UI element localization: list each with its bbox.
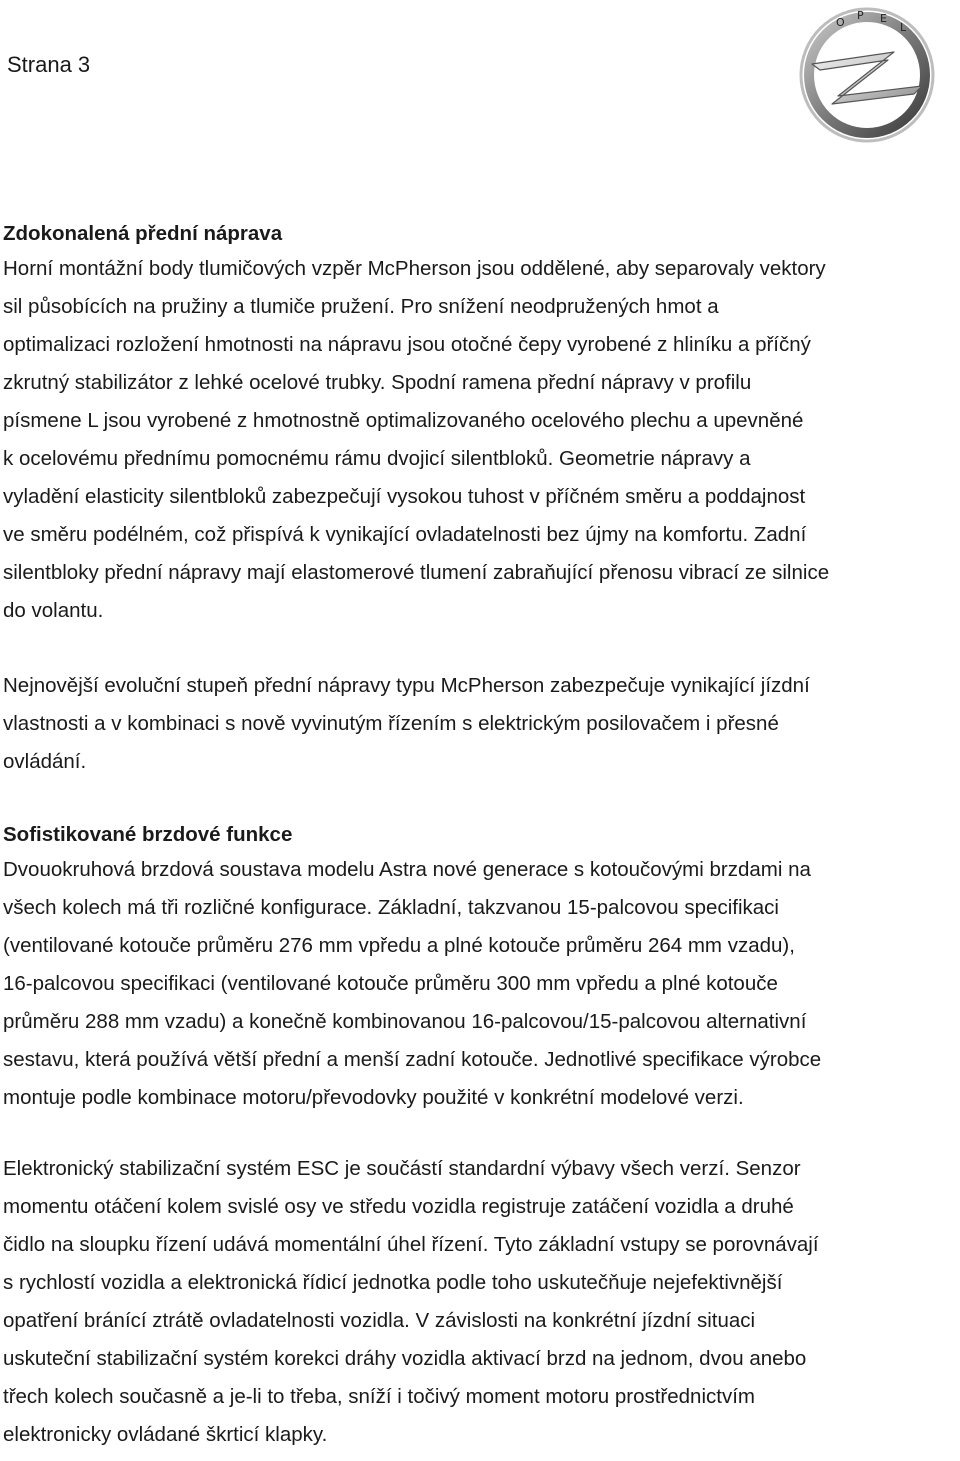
text-line: ovládání. xyxy=(3,750,87,773)
text-line: (ventilované kotouče průměru 276 mm vpředu a plné kotouče průměru 264 mm vzadu), xyxy=(3,934,795,957)
text-line: opatření bránící ztrátě ovladatelnosti vozidla. V závislosti na konkrétní jízdní situaci xyxy=(3,1309,756,1332)
text-line: písmene L jsou vyrobené z hmotnostně optimalizovaného ocelového plechu a upevněné xyxy=(3,409,804,432)
paragraph xyxy=(3,667,943,781)
text-line: Elektronický stabilizační systém ESC je součástí standardní výbavy všech verzí. Senzor xyxy=(3,1157,801,1180)
logo-letter: L xyxy=(900,21,907,34)
logo-letter: P xyxy=(857,9,864,22)
paragraph xyxy=(3,1150,943,1454)
text-line: Nejnovější evoluční stupeň přední nápravy typu McPherson zabezpečuje vynikající jízdní xyxy=(3,674,810,697)
text-line: čidlo na sloupku řízení udává momentální úhel řízení. Tyto základní vstupy se porovnávají xyxy=(3,1233,819,1256)
section-heading: Sofistikované brzdové funkce xyxy=(3,823,293,846)
text-line: momentu otáčení kolem svislé osy ve středu vozidla registruje zatáčení vozidla a druhé xyxy=(3,1195,794,1218)
text-line: optimalizaci rozložení hmotnosti na nápravu jsou otočné čepy vyrobené z hliníku a příčný xyxy=(3,333,811,356)
text-line: k ocelovému přednímu pomocnému rámu dvojicí silentbloků. Geometrie nápravy a xyxy=(3,447,751,470)
text-line: sestavu, která používá větší přední a menší zadní kotouče. Jednotlivé specifikace výrobce xyxy=(3,1048,822,1071)
text-line: vyladění elasticity silentbloků zabezpečují vysokou tuhost v příčném směru a poddajnost xyxy=(3,485,806,508)
text-line: průměru 288 mm vzadu) a konečně kombinovanou 16-palcovou/15-palcovou alternativní xyxy=(3,1010,807,1033)
page-number: Strana 3 xyxy=(7,52,91,77)
section-brakes xyxy=(3,821,943,1454)
text-line: do volantu. xyxy=(3,599,104,622)
text-line: ve směru podélném, což přispívá k vynikající ovladatelnosti bez újmy na komfortu. Zadní xyxy=(3,523,807,546)
text-line: s rychlostí vozidla a elektronická řídicí jednotka podle toho uskutečňuje nejefektivnější xyxy=(3,1271,783,1294)
logo-letter: O xyxy=(836,16,845,29)
text-line: elektronicky ovládané škrticí klapky. xyxy=(3,1423,328,1446)
section-heading: Zdokonalená přední náprava xyxy=(3,222,283,245)
opel-logo-icon xyxy=(796,4,938,146)
text-line: Dvouokruhová brzdová soustava modelu Astra nové generace s kotoučovými brzdami na xyxy=(3,858,811,881)
text-line: sil působících na pružiny a tlumiče pružení. Pro snížení neodpružených hmot a xyxy=(3,295,719,318)
text-line: všech kolech má tři rozličné konfigurace. Základní, takzvanou 15-palcovou specifikaci xyxy=(3,896,779,919)
document-body xyxy=(3,220,943,1454)
text-line: třech kolech současně a je-li to třeba, sníží i točivý moment motoru prostřednictvím xyxy=(3,1385,755,1408)
text-line: montuje podle kombinace motoru/převodovky použité v konkrétní modelové verzi. xyxy=(3,1086,744,1109)
text-line: Horní montážní body tlumičových vzpěr McPherson jsou oddělené, aby separovaly vektory xyxy=(3,257,826,280)
logo-letter: E xyxy=(880,12,887,25)
text-line: zkrutný stabilizátor z lehké ocelové trubky. Spodní ramena přední nápravy v profilu xyxy=(3,371,752,394)
paragraph xyxy=(3,250,943,630)
section-front-axle xyxy=(3,220,943,781)
text-line: 16-palcovou specifikaci (ventilované kotouče průměru 300 mm vpředu a plné kotouče xyxy=(3,972,778,995)
text-line: uskuteční stabilizační systém korekci dráhy vozidla aktivací brzd na jednom, dvou anebo xyxy=(3,1347,807,1370)
paragraph xyxy=(3,851,943,1117)
text-line: silentbloky přední nápravy mají elastomerové tlumení zabraňující přenosu vibrací ze silnice xyxy=(3,561,830,584)
text-line: vlastnosti a v kombinaci s nově vyvinutým řízením s elektrickým posilovačem i přesné xyxy=(3,712,779,735)
